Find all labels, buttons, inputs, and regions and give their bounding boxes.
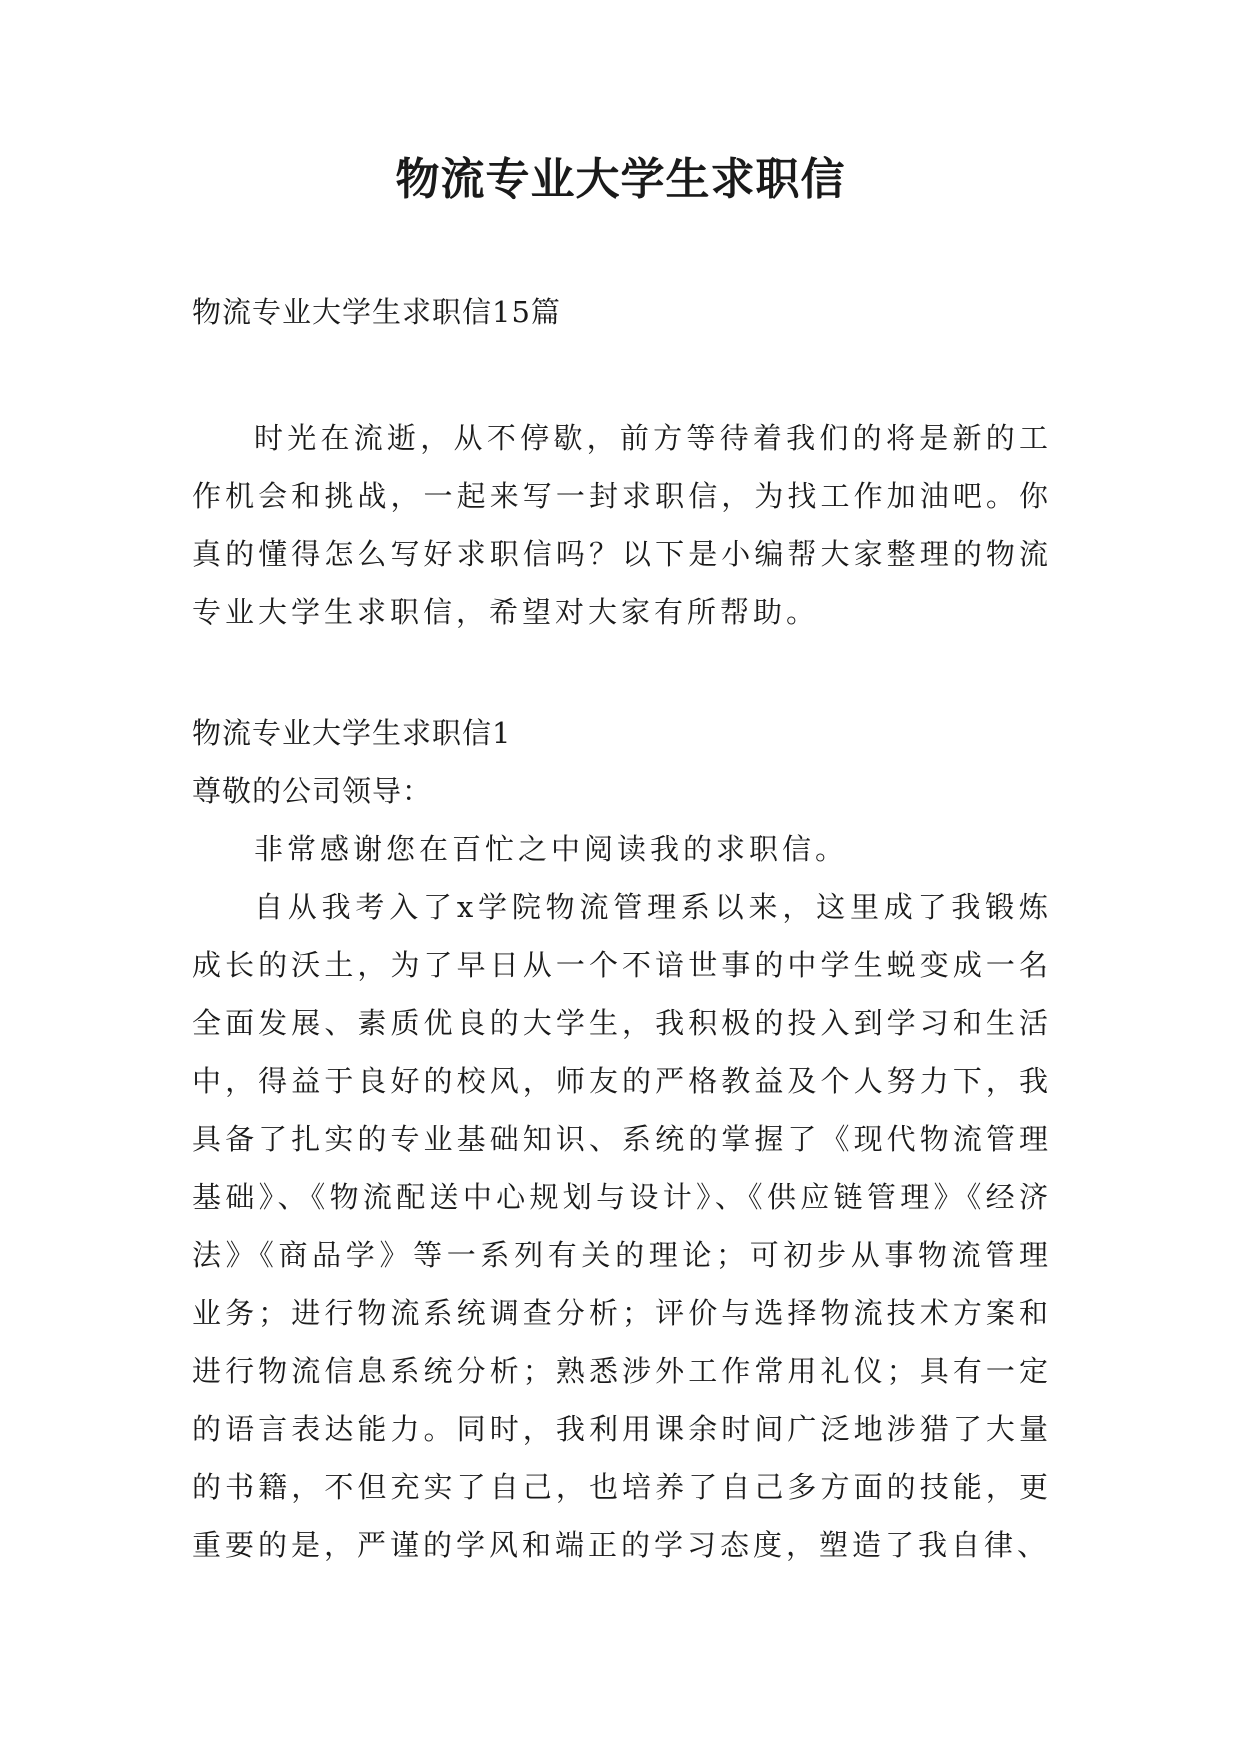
section-heading: 物流专业大学生求职信1 [192,716,512,750]
intro-paragraph: 时光在流逝，从不停歇，前方等待着我们的将是新的工作机会和挑战，一起来写一封求职信，为找工作加油吧。你真的懂得怎么写好求职信吗？以下是小编帮大家整理的物流专业大学生求职信，希望对大家有所帮助。 [192,421,1052,629]
document-title: 物流专业大学生求职信 [395,154,846,205]
body-paragraph: 自从我考入了x学院物流管理系以来，这里成了我锻炼成长的沃土，为了早日从一个不谙世事的中学生蜕变成一名全面发展、素质优良的大学生，我积极的投入到学习和生活中，得益于良好的校风，师友的严格教益及个人努力下，我具备了扎实的专业基础知识、系统的掌握了《现代物流管理基础》、《物流配送中心规划与设计》、《供应链管理》《经济法》《商品学》等一系列有关的理论；可初步从事物流管理业务；进行物流系统调查分析；评价与选择物流技术方案和进行物流信息系统分析；熟悉涉外工作常用礼仪；具有一定的语言表达能力。同时，我利用课余时间广泛地涉猎了大量的书籍，不但充实了自己，也培养了自己多方面的技能，更重要的是，严谨的学风和端正的学习态度，塑造了我自律、 [192,890,1052,1562]
salutation: 尊敬的公司领导： [192,774,433,808]
document-subtitle: 物流专业大学生求职信15篇 [192,295,561,329]
letter-section [192,704,1052,1574]
body-paragraph: 非常感谢您在百忙之中阅读我的求职信。 [254,832,849,866]
